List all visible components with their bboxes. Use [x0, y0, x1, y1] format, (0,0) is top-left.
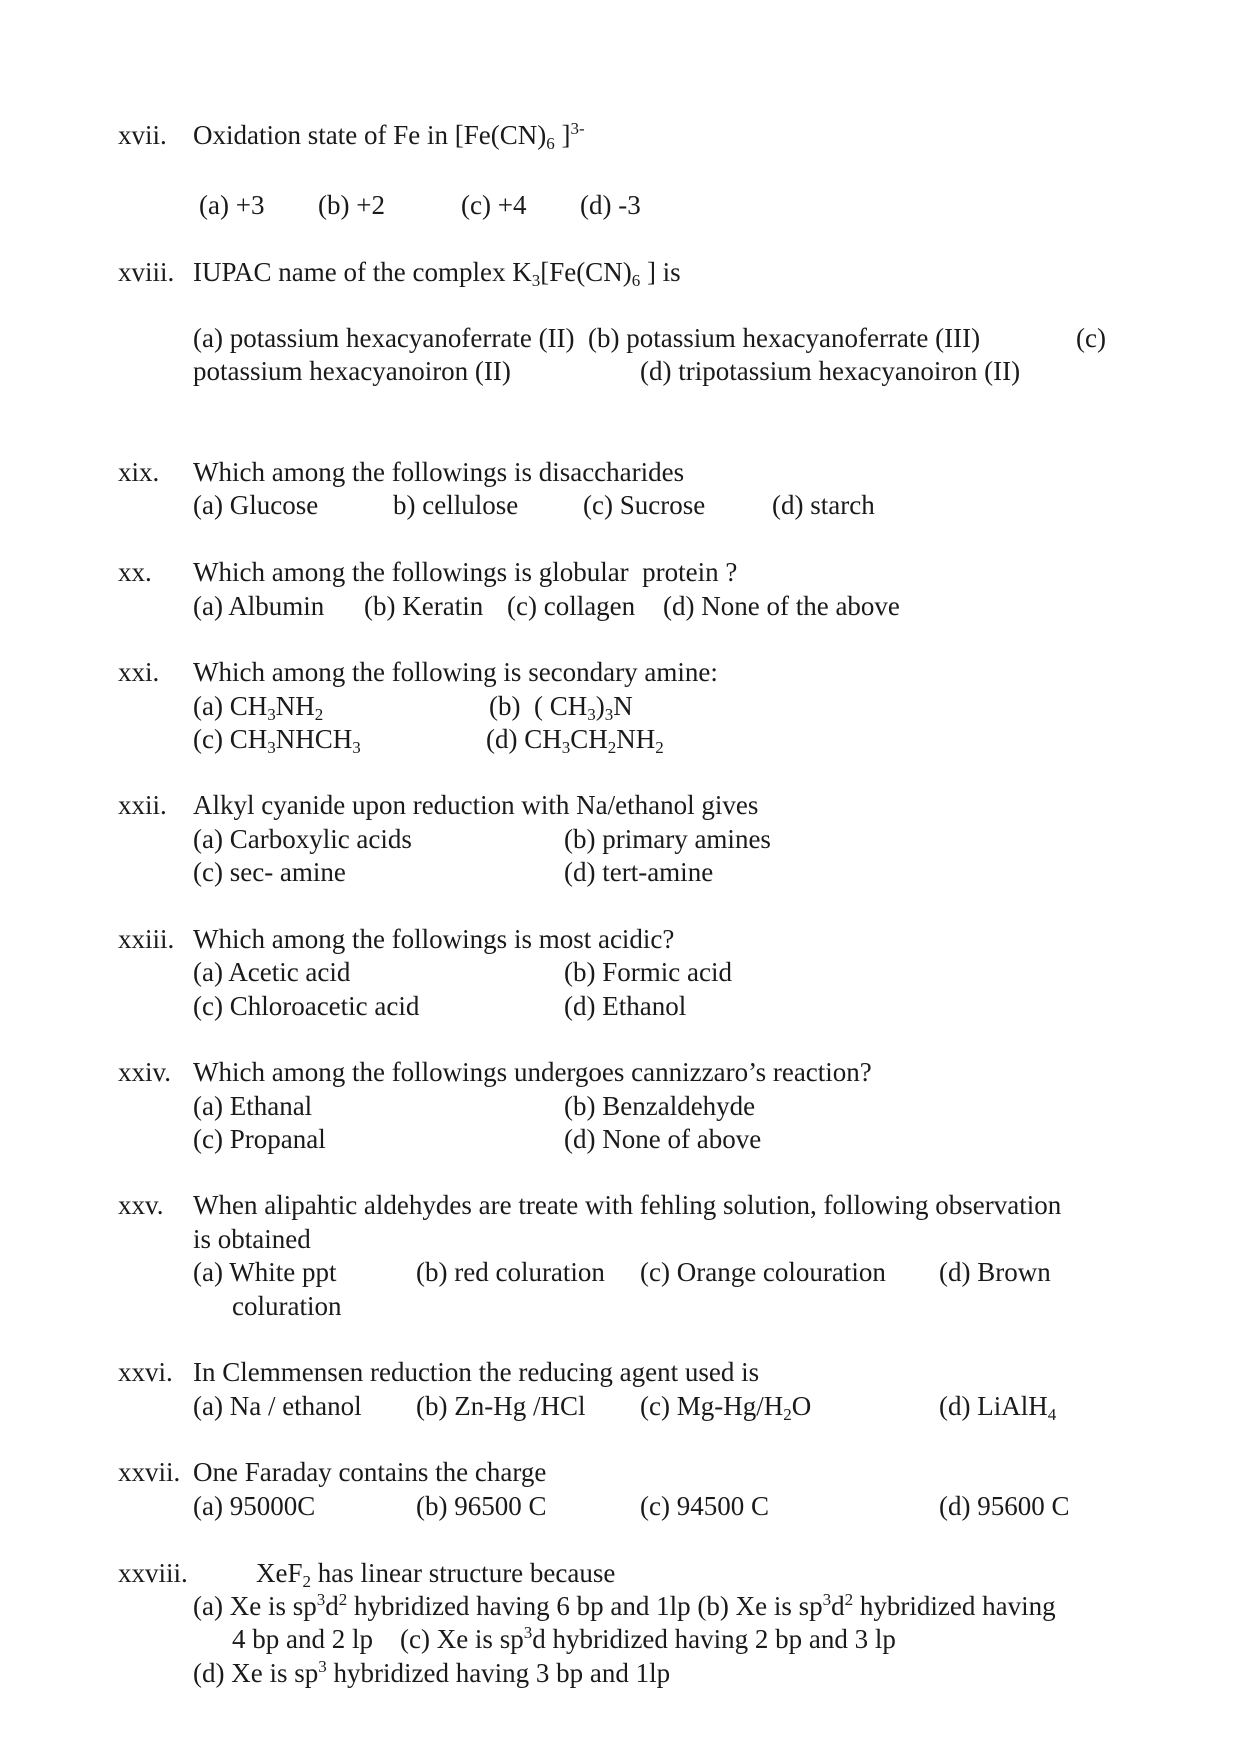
option-b: (b) Formic acid — [564, 957, 732, 987]
option-d: (d) -3 — [580, 190, 641, 220]
option-d: (d) starch — [772, 490, 875, 520]
option-a: (a) $CH_3NH_2$ — [193, 691, 324, 724]
question-number: xxv. — [118, 1190, 164, 1220]
option-a: (a) White ppt — [193, 1257, 337, 1287]
option-d: (d) Brown — [939, 1257, 1051, 1287]
question-number: xxviii. — [118, 1558, 188, 1588]
option-a: (a) Acetic acid — [193, 957, 351, 987]
question-number: xxiii. — [118, 924, 175, 954]
option-d: (d) Ethanol — [564, 991, 687, 1021]
option-b: (b) red coluration — [416, 1257, 605, 1287]
question-text: One Faraday contains the charge — [193, 1457, 547, 1487]
option-b: (b) primary amines — [564, 824, 771, 854]
option-wrap: coluration — [232, 1291, 342, 1321]
question-text: When alipahtic aldehydes are treate with fehling solution, following observation — [193, 1190, 1062, 1220]
question-number: xxiv. — [118, 1057, 171, 1087]
option-c: (c) +4 — [461, 190, 527, 220]
question-text-cont: is obtained — [193, 1224, 311, 1254]
option-d: (d) None of the above — [663, 591, 900, 621]
option-c: (c) Chloroacetic acid — [193, 991, 420, 1021]
question-number: xix. — [118, 457, 160, 487]
option-b: (b) Zn-Hg /HCl — [416, 1391, 586, 1421]
option-a: (a) Na / ethanol — [193, 1391, 362, 1421]
option-line-3: (d) Xe is $sp^3$ hybridized having 3 bp and 1lp — [193, 1657, 671, 1688]
option-a: (a) Carboxylic acids — [193, 824, 412, 854]
question-text: Oxidation state of Fe in [$Fe(CN)_6$ ]$^{3-}$ — [193, 119, 585, 153]
option-line-2: 4 bp and 2 lp (c) Xe is $sp^3d$ hybridized having 2 bp and 3 lp — [232, 1623, 896, 1654]
option-a: (a) 95000C — [193, 1491, 316, 1521]
option-a: (a) Ethanal — [193, 1091, 313, 1121]
option-d: (d) None of above — [564, 1124, 762, 1154]
option-b: (b) Benzaldehyde — [564, 1091, 756, 1121]
question-text: Which among the followings is disaccharides — [193, 457, 685, 487]
option-b: (b) Keratin — [364, 591, 484, 621]
question-text: Alkyl cyanide upon reduction with Na/ethanol gives — [193, 790, 759, 820]
option-d: (d) LiAlH$_4$ — [939, 1391, 1057, 1424]
option-line-1: (a) Xe is $sp^3d^2$ hybridized having 6 bp and 1lp (b) Xe is $sp^3d^2$ hybridized having — [193, 1590, 1056, 1621]
question-text: Which among the following is secondary amine: — [193, 657, 718, 687]
option-c: (c) $Mg-Hg/H_2O$ — [640, 1391, 812, 1424]
question-text: Which among the followings undergoes cannizzaro’s reaction? — [193, 1057, 872, 1087]
question-number: xxi. — [118, 657, 160, 687]
question-text: Which among the followings is most acidic? — [193, 924, 675, 954]
question-text: IUPAC name of the complex $K_3[Fe(CN)_6$ ] is — [193, 257, 681, 290]
question-number: xxvi. — [118, 1357, 173, 1387]
option-c: (c) Orange colouration — [640, 1257, 886, 1287]
option-d: (d) $CH_3CH_2NH_2$ — [486, 724, 664, 757]
option-c: (c) 94500 C — [640, 1491, 769, 1521]
question-number: xviii. — [118, 257, 175, 287]
question-number: xxii. — [118, 790, 167, 820]
option-d: (d) 95600 C — [939, 1491, 1070, 1521]
option-d: (d) tert-amine — [564, 857, 714, 887]
question-number: xx. — [118, 557, 152, 587]
question-text: Which among the followings is globular protein ? — [193, 557, 738, 587]
option-b: b) cellulose — [393, 490, 519, 520]
option-c: (c) Propanal — [193, 1124, 326, 1154]
option-b: (b) 96500 C — [416, 1491, 547, 1521]
question-text: XeF$_2$ has linear structure because — [256, 1558, 616, 1591]
option-d: (d) tripotassium hexacyanoiron (II) — [640, 356, 1021, 386]
option-b: (b) +2 — [318, 190, 385, 220]
option-a: (a) Glucose — [193, 490, 319, 520]
option-c: (c) sec- amine — [193, 857, 346, 887]
question-number: xxvii. — [118, 1457, 181, 1487]
option-a: (a) Albumin — [193, 591, 325, 621]
option-c: potassium hexacyanoiron (II) — [193, 356, 511, 386]
option-a: (a) +3 — [199, 190, 265, 220]
option-c: (c) Sucrose — [583, 490, 706, 520]
option-c: (c) $CH_3NHCH_3$ — [193, 724, 361, 757]
option-c: (c) collagen — [507, 591, 636, 621]
question-text: In Clemmensen reduction the reducing agent used is — [193, 1357, 760, 1387]
option-c-label: (c) — [1076, 323, 1106, 353]
options-line: (a) potassium hexacyanoferrate (II) (b) potassium hexacyanoferrate (III) — [193, 323, 981, 353]
option-b: (b) ( $CH_3)_3N$ — [489, 691, 633, 724]
question-number: xvii. — [118, 120, 167, 150]
